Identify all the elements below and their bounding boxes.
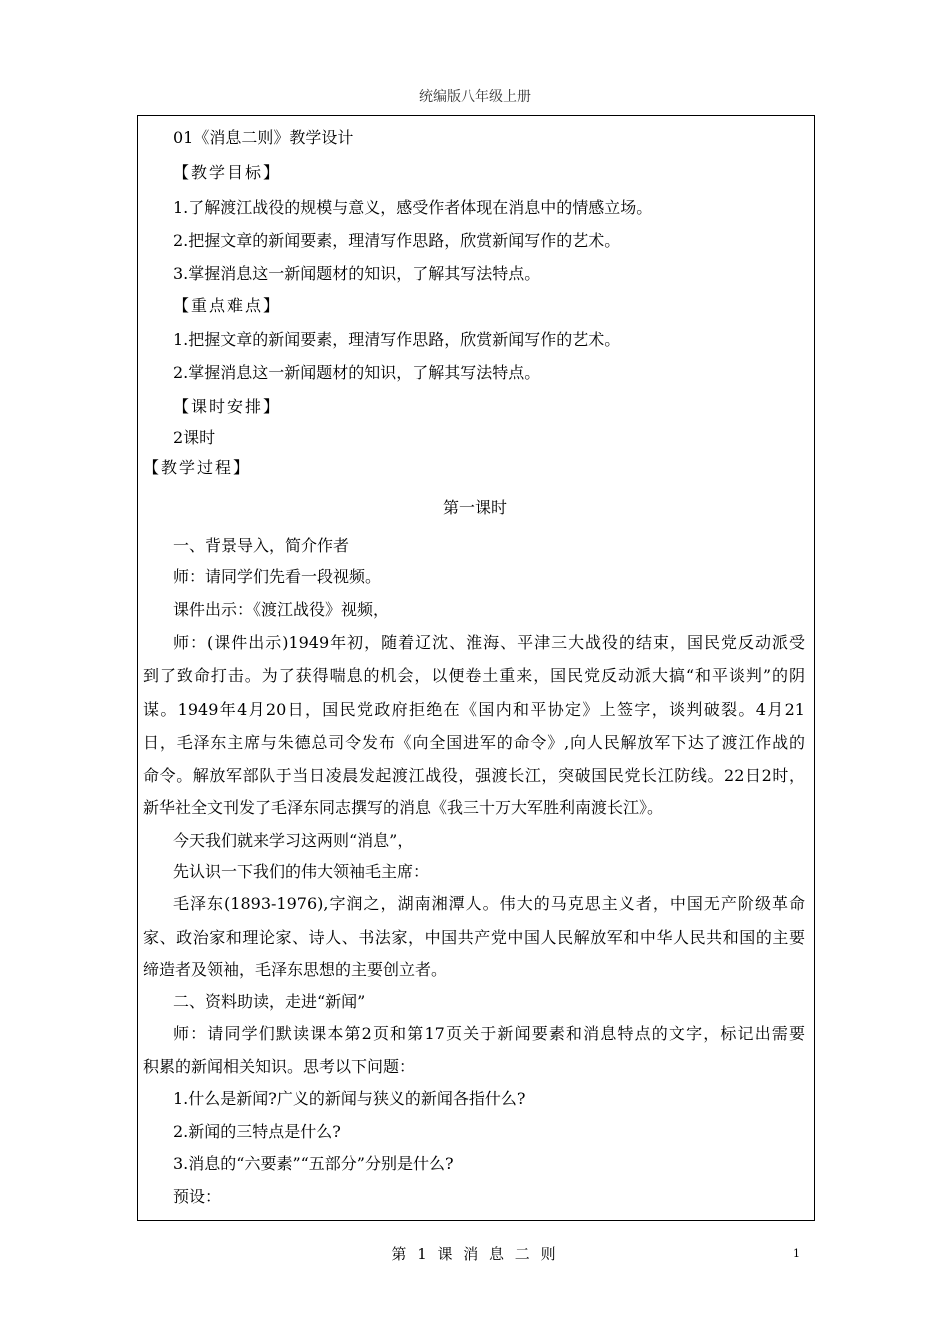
section-title: 二、资料助读，走进“新闻” [173,992,366,1011]
question-item: 1.什么是新闻?广义的新闻与狭义的新闻各指什么? [173,1089,526,1108]
page-footer: 第 1 课 消 息 二 则 [391,1245,559,1263]
teacher-line: 师：请同学们先看一段视频。 [173,567,382,586]
doc-title: 01《消息二则》教学设计 [173,128,354,147]
meet-line: 先认识一下我们的伟大领袖毛主席： [173,862,430,881]
process-heading: 【教学过程】 [143,458,252,477]
paragraph-line: 积累的新闻相关知识。思考以下问题： [143,1057,416,1076]
paragraph-line: 谋。1949年4月20日，国民党政府拒绝在《国内和平协定》上签字，谈判破裂。4月21 [143,700,805,719]
today-line: 今天我们就来学习这两则“消息”， [173,831,414,850]
courseware-line: 课件出示：《渡江战役》视频， [173,600,390,619]
key-item: 2.掌握消息这一新闻题材的知识，了解其写法特点。 [173,363,541,382]
schedule-heading: 【课时安排】 [173,397,282,416]
paragraph-line: 命令。解放军部队于当日凌晨发起渡江战役，强渡长江，突破国民党长江防线。22日2时， [143,766,805,785]
paragraph-line: 到了致命打击。为了获得喘息的机会，以便卷土重来，国民党反动派大搞“和平谈判”的阴 [143,666,805,685]
schedule-text: 2课时 [173,428,216,447]
page-number: 1 [793,1247,800,1260]
paragraph-line: 缔造者及领袖，毛泽东思想的主要创立者。 [143,960,448,979]
goal-item: 1.了解渡江战役的规模与意义，感受作者体现在消息中的情感立场。 [173,198,653,217]
paragraph-line: 家、政治家和理论家、诗人、书法家，中国共产党中国人民解放军和中华人民共和国的主要 [143,928,805,947]
key-item: 1.把握文章的新闻要素，理清写作思路，欣赏新闻写作的艺术。 [173,330,621,349]
paragraph-line: 师：(课件出示)1949年初，随着辽沈、淮海、平津三大战役的结束，国民党反动派受 [173,633,805,652]
goals-heading: 【教学目标】 [173,163,282,182]
goal-item: 3.掌握消息这一新闻题材的知识，了解其写法特点。 [173,264,541,283]
paragraph-line: 日，毛泽东主席与朱德总司令发布《向全国进军的命令》,向人民解放军下达了渡江作战的 [143,733,805,752]
preset-label: 预设： [173,1187,222,1206]
page-header: 统编版八年级上册 [419,89,531,105]
goal-item: 2.把握文章的新闻要素，理清写作思路，欣赏新闻写作的艺术。 [173,231,621,250]
paragraph-line: 师：请同学们默读课本第2页和第17页关于新闻要素和消息特点的文字，标记出需要 [173,1024,805,1043]
lesson-title: 第一课时 [442,498,507,517]
paragraph-line: 毛泽东(1893-1976),字润之，湖南湘潭人。伟大的马克思主义者，中国无产阶级革命 [173,894,805,913]
question-item: 3.消息的“六要素”“五部分”分别是什么? [173,1154,454,1173]
key-heading: 【重点难点】 [173,296,282,315]
section-title: 一、背景导入，简介作者 [173,536,350,555]
question-item: 2.新闻的三特点是什么? [173,1122,341,1141]
paragraph-line: 新华社全文刊发了毛泽东同志撰写的消息《我三十万大军胜利南渡长江》。 [143,798,664,817]
